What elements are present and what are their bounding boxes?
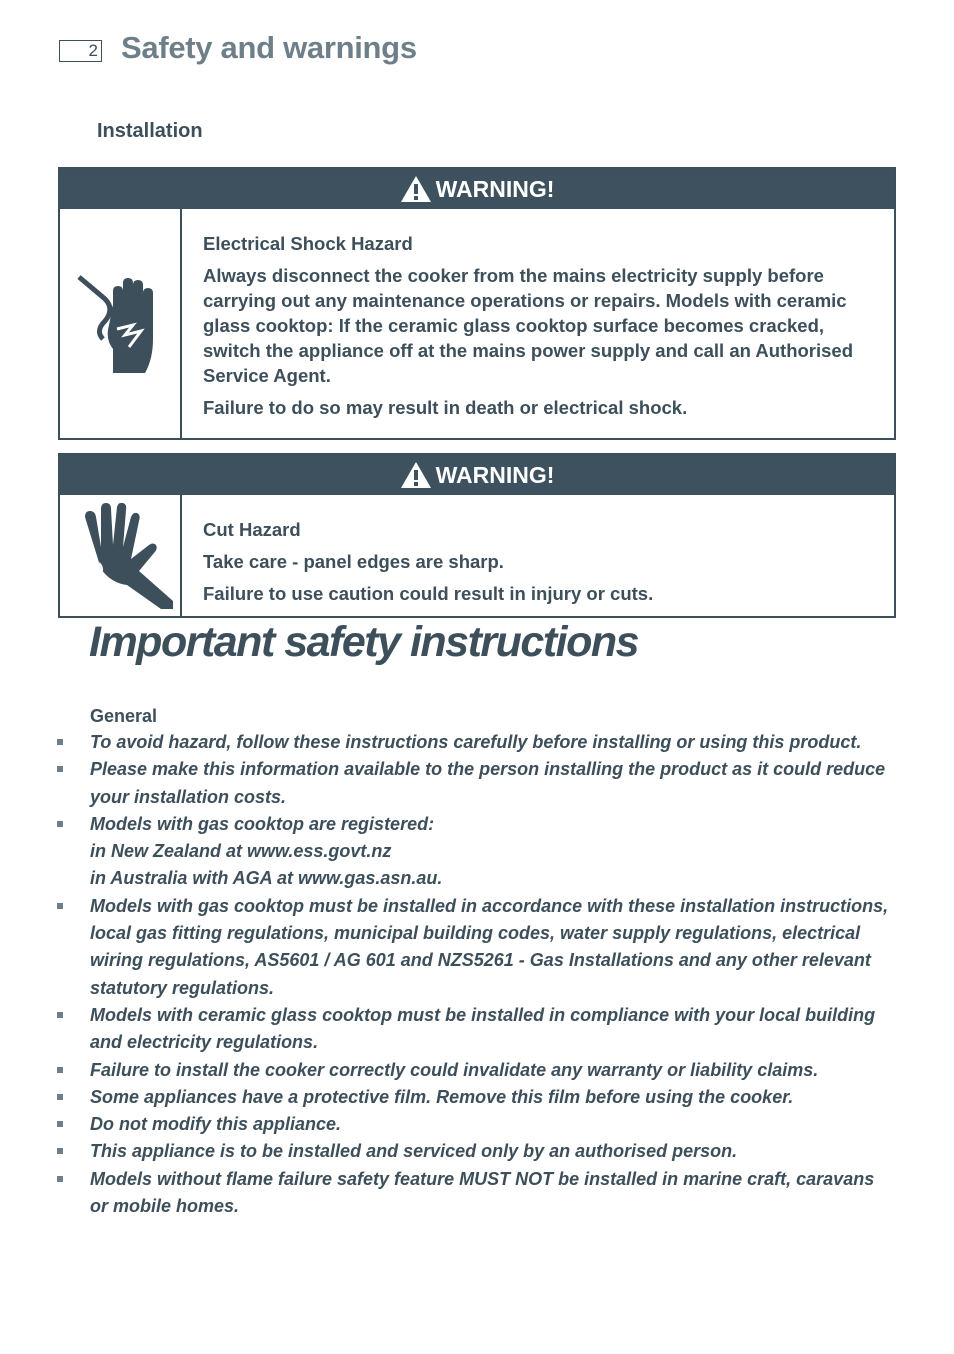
- general-heading: General: [90, 706, 158, 726]
- bullet-square-icon: [57, 1121, 63, 1127]
- warning-box-electrical: [58, 167, 896, 440]
- safety-instructions-list: [57, 729, 897, 1220]
- list-item: Some appliances have a protective film. Remove this film before using the cooker.: [57, 1084, 897, 1111]
- bullet-square-icon: [57, 1012, 63, 1018]
- bullet-square-icon: [57, 903, 63, 909]
- list-item: This appliance is to be installed and serviced only by an authorised person.: [57, 1138, 897, 1165]
- warning-box-cut: [58, 453, 896, 618]
- hazard-consequence: Failure to do so may result in death or electrical shock.: [203, 397, 688, 418]
- safety-instructions-title: Important safety instructions: [89, 618, 639, 666]
- list-item: Models with gas cooktop are registered: in New Zealand at www.ess.govt.nz in Australia with AGA at www.gas.asn.au.: [57, 811, 897, 893]
- hazard-heading: Cut Hazard: [203, 519, 301, 540]
- hazard-text: Take care - panel edges are sharp.: [203, 551, 504, 572]
- bullet-square-icon: [57, 1148, 63, 1154]
- bullet-square-icon: [57, 821, 63, 827]
- warning-label: WARNING!: [435, 461, 555, 488]
- bullet-square-icon: [57, 1094, 63, 1100]
- warning-text-electrical: [182, 209, 894, 438]
- list-item: Please make this information available to the person installing the product as it could reduce your installation costs.: [57, 756, 897, 811]
- warning-label: WARNING!: [435, 175, 555, 202]
- cut-hand-icon: [60, 495, 182, 616]
- page-title: Safety and warnings: [121, 30, 417, 65]
- list-item: Models with gas cooktop must be installed in accordance with these installation instructions, local gas fitting regulations, municipal building codes, water supply regulations, electrical wiring regulations, AS5601 / AG 601 and NZS5261 - Gas Installations and any other relevant statutory regulations.: [57, 893, 897, 1002]
- list-item: Models with ceramic glass cooktop must be installed in compliance with your local building and electricity regulations.: [57, 1002, 897, 1057]
- installation-heading: Installation: [97, 120, 203, 142]
- warning-header: [60, 455, 894, 495]
- bullet-square-icon: [57, 1176, 63, 1182]
- list-item: To avoid hazard, follow these instructions carefully before installing or using this product.: [57, 729, 897, 756]
- warning-triangle-icon: [400, 175, 432, 203]
- electric-shock-hand-icon: [60, 209, 182, 438]
- bullet-square-icon: [57, 766, 63, 772]
- hazard-text: Always disconnect the cooker from the mains electricity supply before carrying out any maintenance operations or repairs. Models with ceramic glass cooktop: If the ceramic glass cooktop surface becomes cracked, switch the appliance off at the mains power supply and call an Authorised Service Agent.: [203, 265, 854, 386]
- warning-text-cut: [182, 495, 673, 616]
- hazard-heading: Electrical Shock Hazard: [203, 233, 413, 254]
- page-number: 2: [59, 40, 102, 62]
- list-item: Do not modify this appliance.: [57, 1111, 897, 1138]
- list-item: Models without flame failure safety feature MUST NOT be installed in marine craft, caravans or mobile homes.: [57, 1166, 897, 1221]
- bullet-square-icon: [57, 1067, 63, 1073]
- warning-header: [60, 169, 894, 209]
- hazard-consequence: Failure to use caution could result in injury or cuts.: [203, 583, 654, 604]
- warning-triangle-icon: [400, 461, 432, 489]
- bullet-square-icon: [57, 739, 63, 745]
- list-item: Failure to install the cooker correctly could invalidate any warranty or liability claims.: [57, 1057, 897, 1084]
